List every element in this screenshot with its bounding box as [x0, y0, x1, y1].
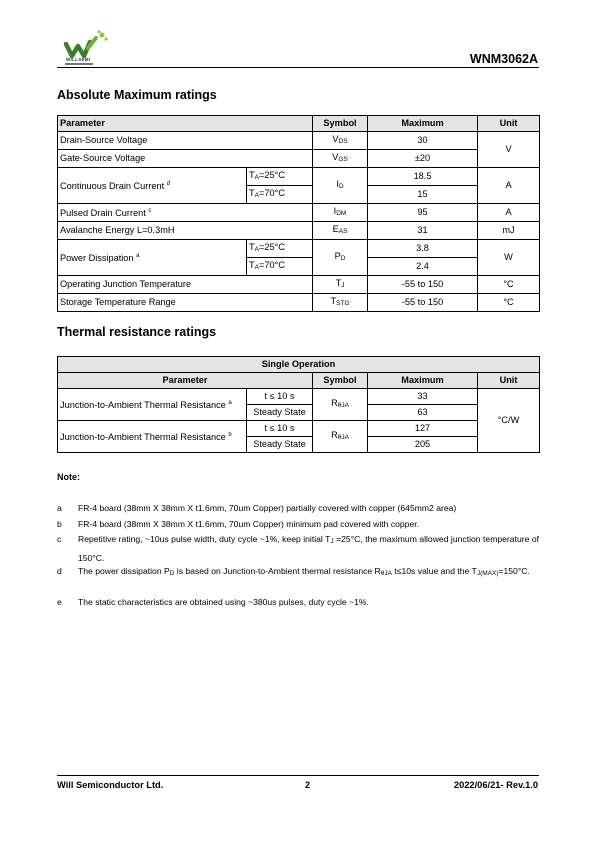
note-d: [57, 563, 539, 582]
unit-cell: mJ: [478, 222, 540, 240]
max-cell: -55 to 150: [368, 294, 478, 312]
table-row: [58, 421, 540, 437]
col-parameter: Parameter: [58, 116, 313, 132]
max-cell: 205: [368, 437, 478, 453]
max-cell: 15: [368, 186, 478, 204]
table-row: [58, 132, 540, 150]
header-rule: [57, 67, 539, 68]
max-cell: 18.5: [368, 168, 478, 186]
max-cell: 2.4: [368, 258, 478, 276]
notes-title: Note:: [57, 472, 80, 482]
param-cell: Pulsed Drain Current $^c$: [58, 204, 313, 222]
table-row: [58, 150, 540, 168]
note-text: The power dissipation $P_D$ is based on Junction-to-Ambient thermal resistance $R_{\theta JA}$ t≤10s value and the $T_{J(MAX)}=150^\circ C$.: [78, 566, 530, 577]
note-text: FR-4 board (38mm X 38mm X t1.6mm, 70um Copper) minimum pad covered with copper.: [78, 519, 420, 529]
unit-cell: °C: [478, 276, 540, 294]
symbol-cell: $P_D$: [313, 240, 368, 276]
note-b: [57, 516, 539, 532]
note-text: FR-4 board (38mm X 38mm X t1.6mm, 70um Copper) partially covered with copper (645mm2 area): [78, 503, 457, 513]
unit-cell: A: [478, 204, 540, 222]
note-key: e: [57, 597, 62, 607]
note-key: b: [57, 519, 62, 529]
thermal-header-row: [58, 373, 540, 389]
note-c: [57, 531, 539, 566]
symbol-cell: $R_{\theta JA}$: [313, 389, 368, 421]
param-cell: Operating Junction Temperature: [58, 276, 313, 294]
param-cell: Avalanche Energy L=0.3mH: [58, 222, 313, 240]
symbol-cell: $I_D$: [313, 168, 368, 204]
abs-max-title: Absolute Maximum ratings: [57, 88, 217, 102]
condition-cell: t ≤ 10 s: [247, 389, 313, 405]
table-row: [58, 276, 540, 294]
max-cell: 63: [368, 405, 478, 421]
col-unit: Unit: [478, 116, 540, 132]
note-key: a: [57, 503, 62, 513]
thermal-table: [57, 356, 540, 453]
note-text: Repetitive rating, ~10us pulse width, duty cycle ~1%, keep initial $T_J =25^\circ C$, the maximum allowed junction temperature of 150°C.: [78, 534, 539, 563]
single-operation-header: Single Operation: [58, 357, 540, 373]
col-maximum: Maximum: [368, 116, 478, 132]
unit-cell: °C/W: [478, 389, 540, 453]
col-unit: Unit: [478, 373, 540, 389]
condition-cell: Steady State: [247, 405, 313, 421]
table-row: [58, 294, 540, 312]
param-cell: Junction-to-Ambient Thermal Resistance $^b$: [58, 421, 247, 453]
footer-page-number: 2: [305, 780, 311, 790]
max-cell: ±20: [368, 150, 478, 168]
willsemi-logo-icon: [58, 30, 112, 70]
condition-cell: Steady State: [247, 437, 313, 453]
footer-company: Will Semiconductor Ltd.: [57, 780, 164, 790]
unit-cell: A: [478, 168, 540, 204]
max-cell: 127: [368, 421, 478, 437]
table-row: [58, 389, 540, 405]
param-cell: Drain-Source Voltage: [58, 132, 313, 150]
table-row: [58, 204, 540, 222]
max-cell: 95: [368, 204, 478, 222]
unit-cell: W: [478, 240, 540, 276]
symbol-cell: $I_{DM}$: [313, 204, 368, 222]
param-cell: Storage Temperature Range: [58, 294, 313, 312]
table-row: [58, 222, 540, 240]
symbol-cell: $T_J$: [313, 276, 368, 294]
note-key: c: [57, 534, 62, 544]
col-maximum: Maximum: [368, 373, 478, 389]
max-cell: 30: [368, 132, 478, 150]
condition-cell: $T_A=25^\circ C$: [247, 240, 313, 258]
thermal-title: Thermal resistance ratings: [57, 325, 217, 339]
note-key: d: [57, 566, 62, 576]
param-cell: Power Dissipation $^a$: [58, 240, 247, 276]
col-symbol: Symbol: [313, 116, 368, 132]
abs-max-header-row: [58, 116, 540, 132]
symbol-cell: $R_{\theta JA}$: [313, 421, 368, 453]
max-cell: 33: [368, 389, 478, 405]
param-cell: Junction-to-Ambient Thermal Resistance $^a$: [58, 389, 247, 421]
col-parameter: Parameter: [58, 373, 313, 389]
footer-date-revision: 2022/06/21- Rev.1.0: [453, 780, 538, 790]
part-number: WNM3062A: [469, 52, 538, 66]
table-row: [58, 240, 540, 258]
condition-cell: $T_A=25^\circ C$: [247, 168, 313, 186]
param-cell: Gate-Source Voltage: [58, 150, 313, 168]
col-symbol: Symbol: [313, 373, 368, 389]
param-cell: Continuous Drain Current $^d$: [58, 168, 247, 204]
condition-cell: t ≤ 10 s: [247, 421, 313, 437]
symbol-cell: $E_{AS}$: [313, 222, 368, 240]
abs-max-table: [57, 115, 540, 312]
condition-cell: $T_A=70^\circ C$: [247, 186, 313, 204]
unit-cell: V: [478, 132, 540, 168]
note-text: The static characteristics are obtained using ~380us pulses, duty cycle ~1%.: [78, 597, 369, 607]
footer-rule: [57, 775, 539, 776]
note-a: [57, 500, 539, 516]
thermal-group-row: [58, 357, 540, 373]
max-cell: -55 to 150: [368, 276, 478, 294]
unit-cell: °C: [478, 294, 540, 312]
company-logo: [58, 30, 112, 70]
table-row: [58, 168, 540, 186]
condition-cell: $T_A=70^\circ C$: [247, 258, 313, 276]
symbol-cell: $V_{GS}$: [313, 150, 368, 168]
note-e: [57, 594, 539, 610]
logo-text: WILLSEMI: [66, 57, 91, 62]
max-cell: 3.8: [368, 240, 478, 258]
symbol-cell: $T_{STG}$: [313, 294, 368, 312]
symbol-cell: $V_{DS}$: [313, 132, 368, 150]
max-cell: 31: [368, 222, 478, 240]
